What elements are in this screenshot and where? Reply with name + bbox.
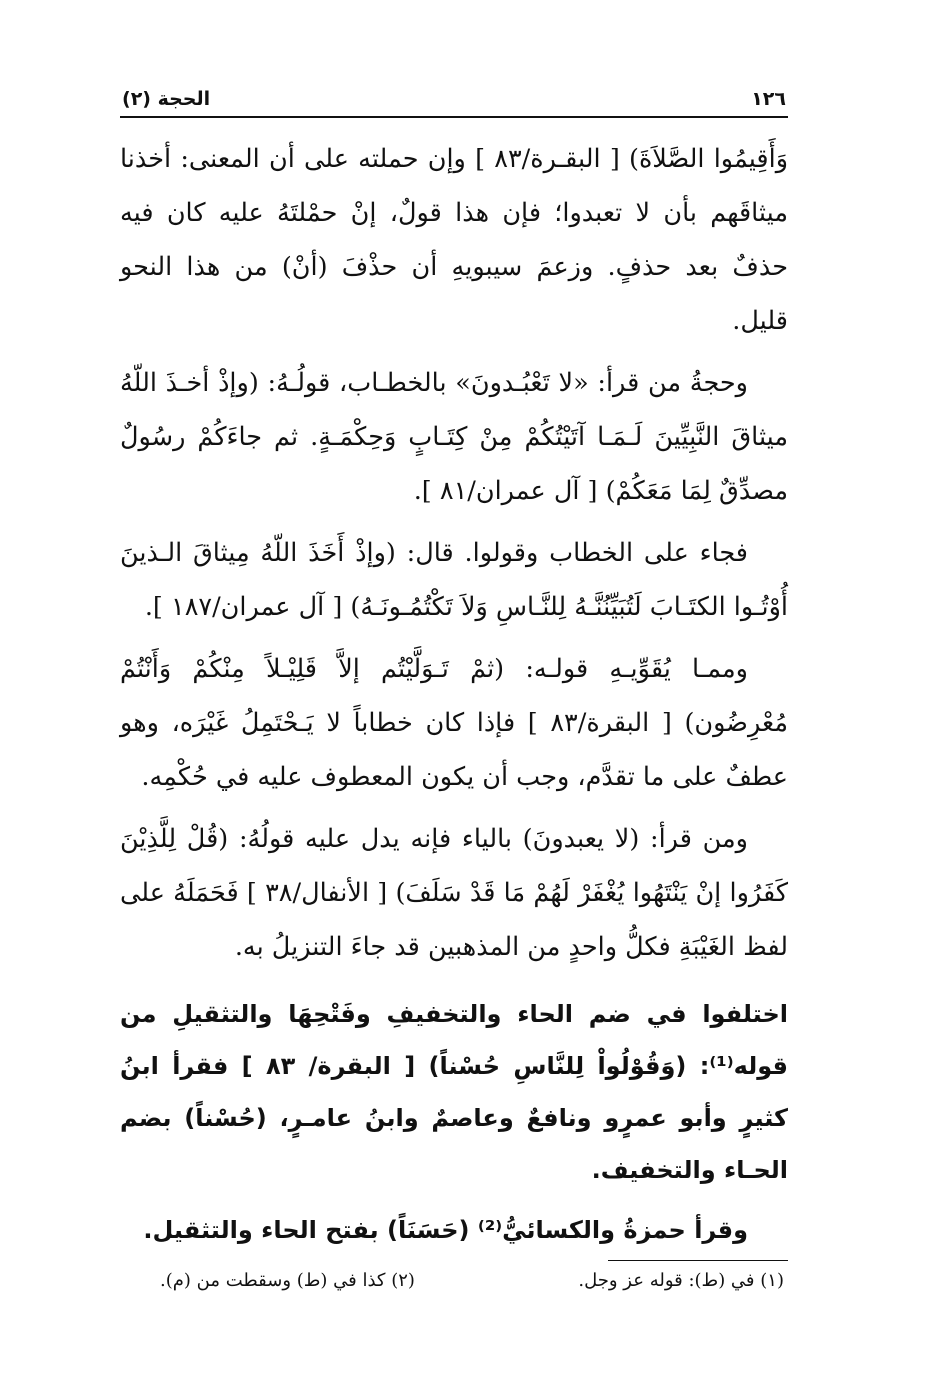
footnote-1: (١) في (ط): قوله عز وجل. <box>578 1270 784 1291</box>
running-head <box>120 88 788 116</box>
paragraph-1: وَأَقِيمُوا الصَّلاَةَ) [ البقـرة/٨٣ ] وإن حملته على أن المعنى: أخذنا ميثاقَهم بأن لا تعبدوا؛ فإن هذا قولٌ، إنْ حمْلتَهُ عليه كان فيه حذفٌ بعد حذفٍ. وزعمَ سيبويهِ أن حذْفَ (أنْ) من هذا النحو قليل. <box>120 144 789 336</box>
footnote-2: (٢) كذا في (ط) وسقطت من (م). <box>160 1270 415 1291</box>
page-number: ١٢٦ <box>751 88 786 110</box>
heading-paragraph: اختلفوا في ضم الحاء والتخفيفِ وفَتْحِهَا والتثقيلِ من قوله⁽¹⁾: (وَقُوْلُواْ لِلنَّاسِ حُسْناً) [ البقرة/ ٨٣ ] فقرأ ابنُ كثيرٍ وأبو عمرٍو ونافعٌ وعاصمٌ وابنُ عامـرٍ، (حُسْناً) بضم الحـاء والتخفيف. <box>120 1000 789 1184</box>
footnotes <box>120 1267 788 1295</box>
paragraph-4: وممـا يُقَوِّيـهِ قولـه: (ثمْ تَـوَلَّيْتُم إلاَّ قَلِيْـلاً مِنْكُمْ وَأَنْتُمْ مُعْرِضُون) [ البقرة/٨٣ ] فإذا كان خطاباً لا يَـحْتَمِلُ غَيْرَه، وهو عطفٌ على ما تقدَّم، وجب أن يكون المعطوف عليه في حُكْمِه. <box>120 654 788 792</box>
book-page <box>120 88 788 1295</box>
book-title: الحجة (٢) <box>122 88 211 110</box>
header-rule <box>120 116 788 118</box>
paragraph-2: وحجةُ من قرأ: «لا تَعْبُـدونَ» بالخطـاب، قولُـهُ: (وإذْ أخـذَ اللّهُ ميثاقَ النَّبِيِّينَ لَـمَـا آتَيْتُكُمْ مِنْ كِتَـابٍ وَحِكْمَـةٍ. ثم جاءَكُمْ رسُولٌ مصدِّقٌ لِمَا مَعَكُمْ) [ آل عمران/٨١ ]. <box>120 368 788 506</box>
paragraph-5: ومن قرأ: (لا يعبدونَ) بالياء فإنه يدل عليه قولُهُ: (قُلْ لِلَّذِيْنَ كَفَرُوا إنْ يَنْتَهُوا يُغْفَرْ لَهُمْ مَا قَدْ سَلَفَ) [ الأنفال/٣٨ ] فَحَمَلَهُ على لفظ الغَيْبَةِ فكلُّ واحدٍ من المذهبين قد جاءَ التنزيلُ به. <box>120 824 789 962</box>
paragraph-3: فجاء على الخطاب وقولوا. قال: (وإذْ أَخَذَ اللّهُ مِيثاقَ الـذينَ أُوْتُـوا الكتَـابَ لَتُبَيِّنُنَّـهُ لِلنَّـاسِ وَلاَ تَكْتُمُـونَـهُ) [ آل عمران/١٨٧ ]. <box>120 538 788 622</box>
heading-continuation: وقرأ حمزةُ والكسائيُّ⁽²⁾ (حَسَنَاً) بفتح الحاء والتثقيل. <box>143 1216 748 1244</box>
footnote-rule <box>608 1260 788 1261</box>
